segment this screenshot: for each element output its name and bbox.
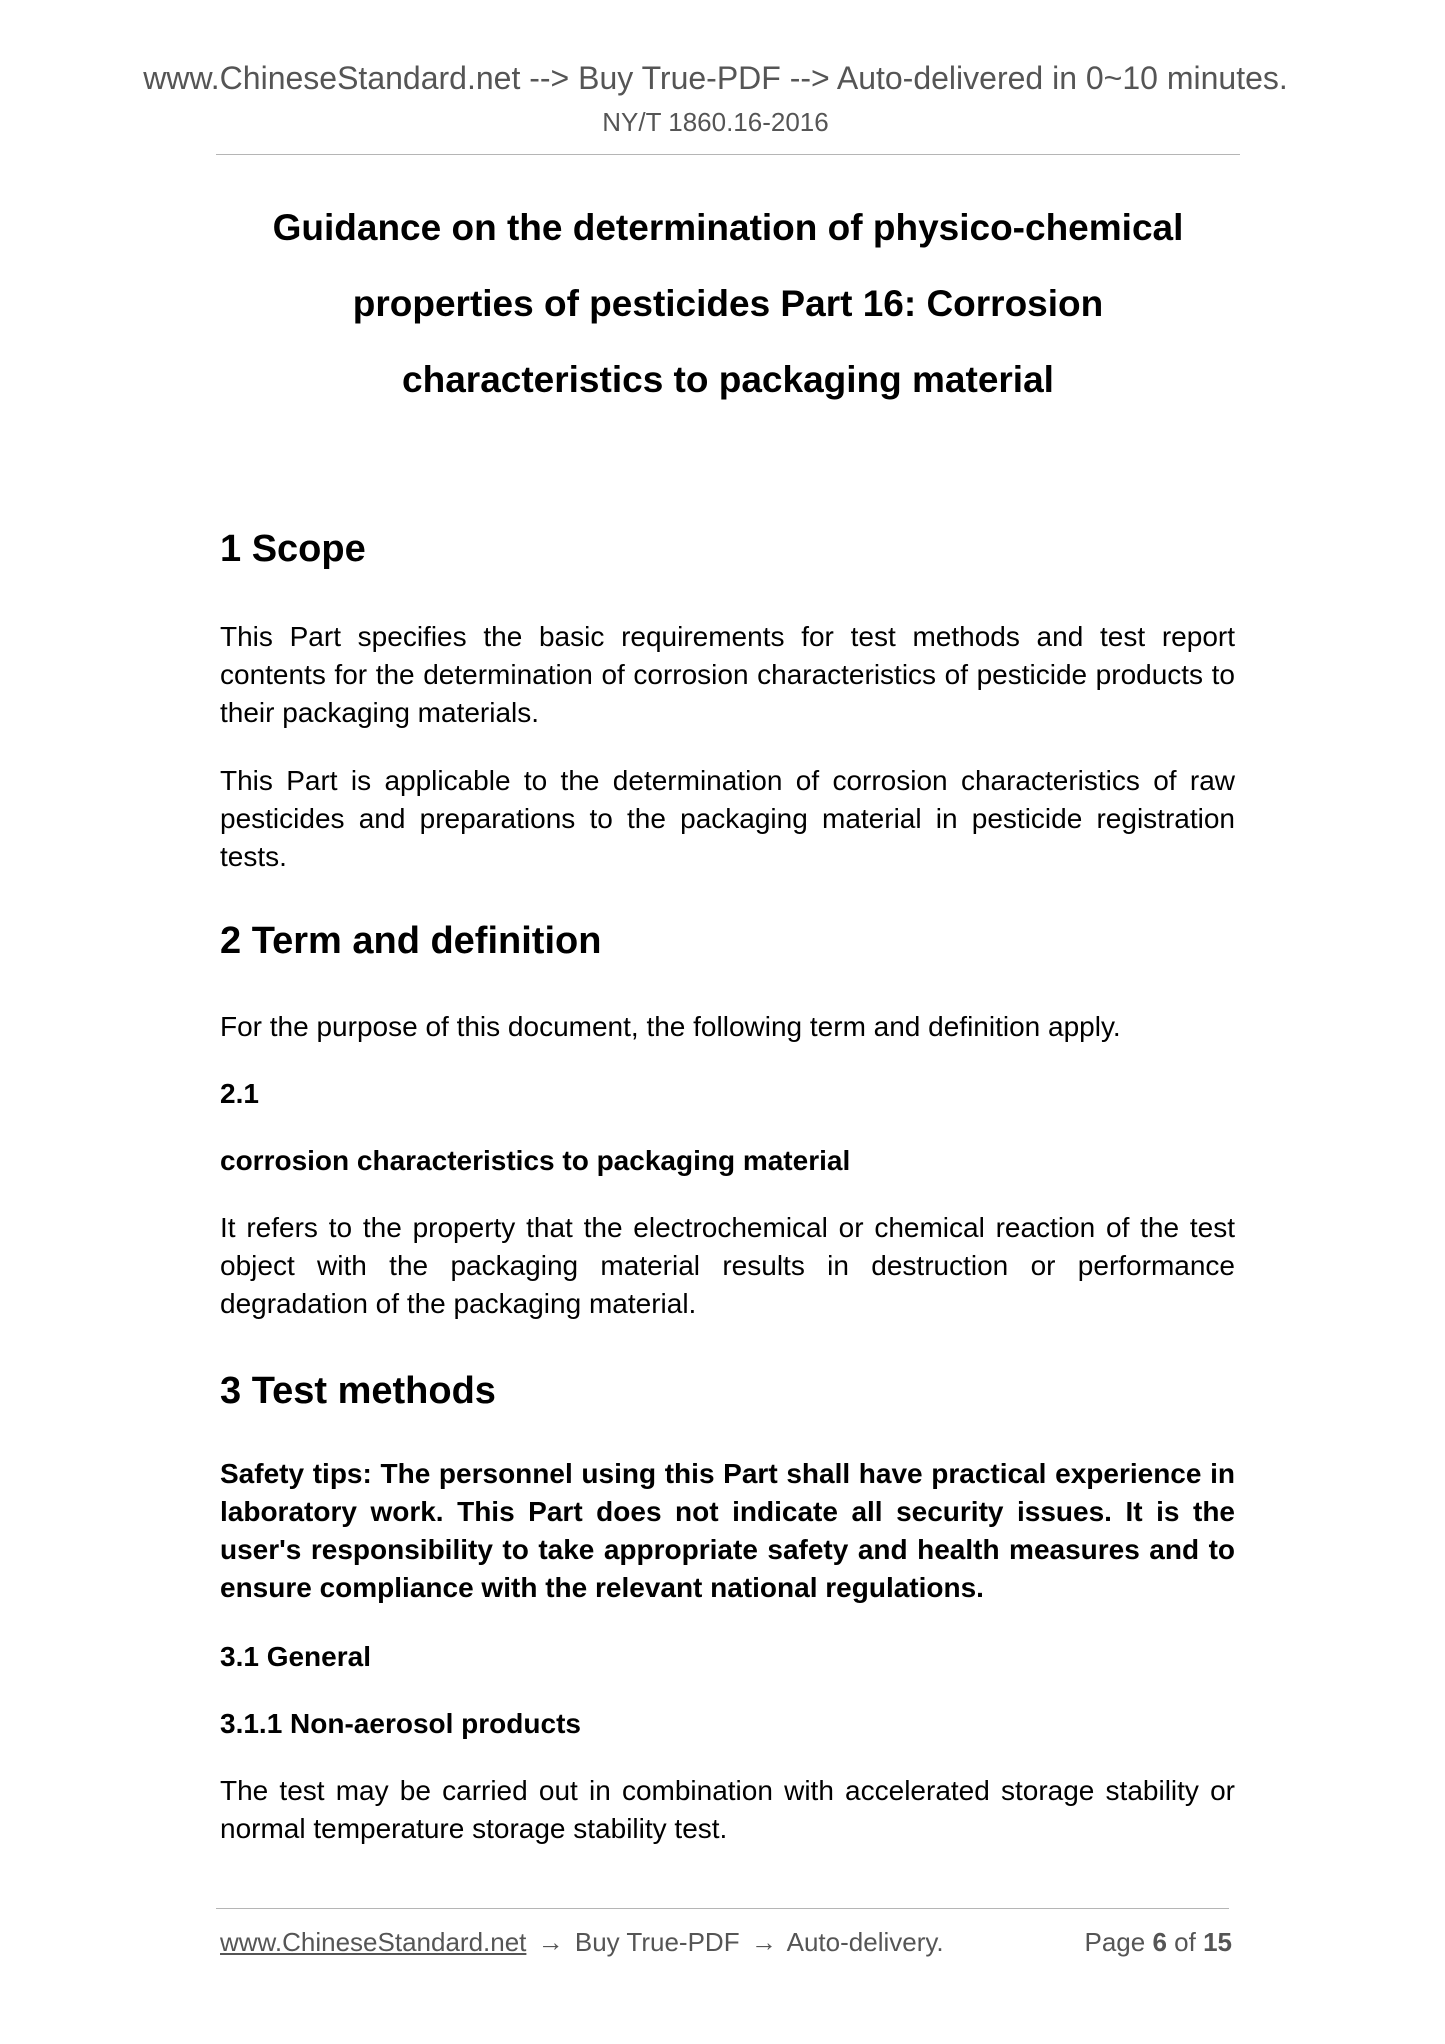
title-line-2: properties of pesticides Part 16: Corrosion (352, 283, 1104, 324)
term-number: 2.1 (220, 1078, 259, 1109)
total-pages: 15 (1203, 1927, 1232, 1957)
section-heading-terms: 2 Term and definition (220, 920, 602, 962)
title-line-1: Guidance on the determination of physico-chemical (272, 207, 1184, 248)
page-header (0, 58, 1445, 140)
footer-delivery-text: Auto-delivery. (786, 1927, 944, 1957)
document-title (218, 190, 1238, 418)
page-number: 6 (1152, 1927, 1167, 1957)
subsection-heading-general: 3.1 General (220, 1641, 371, 1672)
scope-paragraph-2: This Part is applicable to the determination of corrosion characteristics of raw pesticides and preparations to the packaging material in pesticide registration tests. (220, 765, 1235, 872)
safety-tips: Safety tips: The personnel using this Part shall have practical experience in laboratory work. This Part does not indicate all security issues. It is the user's responsibility to take appropriate safety and health measures and to ensure compliance with the relevant national regulations. (220, 1458, 1235, 1603)
non-aerosol-paragraph: The test may be carried out in combination with accelerated storage stability or normal temperature storage stability test. (220, 1775, 1235, 1844)
standard-code: NY/T 1860.16-2016 (602, 107, 829, 137)
arrow-right-icon: → (750, 1927, 777, 1957)
term-name: corrosion characteristics to packaging material (220, 1145, 851, 1176)
footer-divider (216, 1908, 1229, 1909)
section-heading-scope: 1 Scope (220, 528, 366, 570)
terms-intro: For the purpose of this document, the following term and definition apply. (220, 1011, 1121, 1042)
section-heading-methods: 3 Test methods (220, 1370, 496, 1412)
scope-paragraph-1: This Part specifies the basic requirements for test methods and test report contents for the determination of corrosion characteristics of pesticide products to their packaging materials. (220, 621, 1235, 728)
arrow-right-icon: → (537, 1927, 564, 1957)
of-label: of (1174, 1927, 1196, 1957)
header-divider (216, 154, 1240, 155)
title-line-3: characteristics to packaging material (402, 359, 1054, 400)
page-indicator (1084, 1924, 1232, 1960)
footer-buy-text: Buy True-PDF (574, 1927, 740, 1957)
header-banner: www.ChineseStandard.net --> Buy True-PDF --> Auto-delivered in 0~10 minutes. (143, 60, 1288, 96)
term-definition: It refers to the property that the electrochemical or chemical reaction of the test object with the packaging material results in destruction or performance degradation of the packaging material. (220, 1212, 1235, 1319)
page-label: Page (1084, 1927, 1146, 1957)
subsection-heading-non-aerosol: 3.1.1 Non-aerosol products (220, 1708, 581, 1739)
footer-promo (220, 1924, 944, 1960)
footer-site-link[interactable]: www.ChineseStandard.net (220, 1927, 527, 1957)
